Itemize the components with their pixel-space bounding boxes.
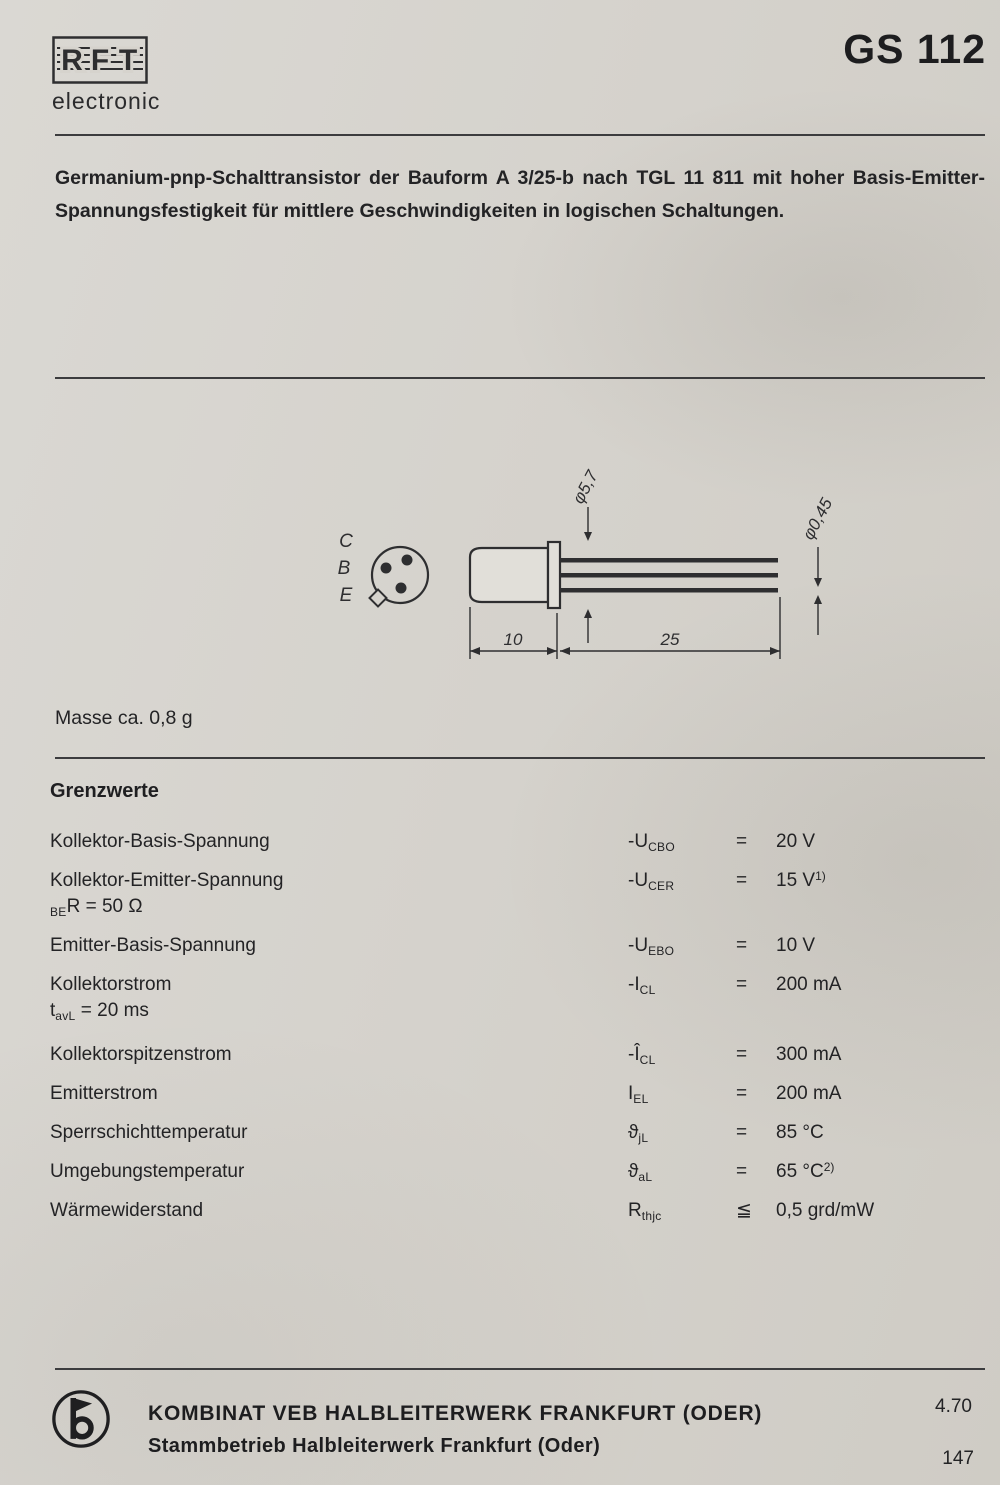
condition-subscript: BE <box>50 905 67 919</box>
value-text: 15 V <box>776 870 816 891</box>
package-drawing <box>280 455 880 685</box>
lead <box>560 558 778 563</box>
value-text: 65 °C <box>776 1161 824 1182</box>
limit-value <box>776 1195 874 1222</box>
symbol-main: R <box>628 1200 642 1221</box>
footnote-marker: 1) <box>815 869 826 883</box>
limit-value <box>776 1039 841 1066</box>
limit-label: Kollektor-Basis-Spannung <box>50 831 270 852</box>
rft-logo-letters <box>61 44 137 77</box>
limit-row <box>50 1117 955 1149</box>
limit-label: Kollektorspitzenstrom <box>50 1044 232 1065</box>
symbol-main: -U <box>628 831 649 852</box>
symbol-subscript: CL <box>639 983 656 997</box>
symbol-subscript: jL <box>638 1131 649 1145</box>
company-name: KOMBINAT VEB HALBLEITERWERK FRANKFURT (ODER) <box>148 1402 763 1425</box>
symbol-subscript: aL <box>638 1170 653 1184</box>
flange <box>548 542 560 608</box>
limit-value <box>776 930 815 957</box>
rft-letter-f: F <box>90 44 110 77</box>
footer-logo <box>50 1388 112 1450</box>
symbol-main: -U <box>628 870 649 891</box>
symbol-subscript: CL <box>639 1053 656 1067</box>
label-text: Kollektor-Emitter-Spannung <box>50 870 284 891</box>
limit-value <box>776 969 841 996</box>
pin-dot <box>381 563 392 574</box>
limit-row <box>50 1078 955 1110</box>
limits-table <box>50 826 955 1234</box>
page-number: 147 <box>942 1448 974 1469</box>
limit-symbol <box>628 1161 736 1188</box>
limit-row <box>50 1039 955 1071</box>
pin-label-c: C <box>339 531 353 552</box>
limit-relation: = <box>736 831 748 852</box>
limit-relation: = <box>736 1122 748 1143</box>
mass-note: Masse ca. 0,8 g <box>55 707 193 729</box>
footer-logo-flag <box>73 1398 92 1412</box>
symbol-main: -U <box>628 935 649 956</box>
dim-lead-length: 25 <box>660 630 680 649</box>
pin-label-e: E <box>339 585 353 606</box>
limit-relation: = <box>736 1083 748 1104</box>
symbol-main: -I <box>628 974 640 995</box>
limit-relation: = <box>736 974 748 995</box>
limit-relation: = <box>736 1161 748 1182</box>
pin-labels <box>338 531 353 606</box>
limit-value <box>776 865 826 892</box>
limit-symbol <box>628 974 736 1001</box>
pin-dot <box>402 555 413 566</box>
condition-post: R = 50 Ω <box>66 896 143 917</box>
lead <box>560 573 778 578</box>
symbol-subscript: thjc <box>641 1209 662 1223</box>
limit-row <box>50 826 955 858</box>
limit-label: Wärmewiderstand <box>50 1200 204 1221</box>
part-number: GS 112 <box>843 26 986 72</box>
logo-subtitle: electronic <box>52 88 161 114</box>
company-block <box>148 1402 762 1458</box>
limit-value <box>776 1078 841 1105</box>
transistor-body <box>470 548 548 602</box>
limit-condition <box>50 1000 628 1027</box>
value-text: 20 V <box>776 831 816 852</box>
rft-letter-r: R <box>61 44 83 77</box>
limit-label: Emitter-Basis-Spannung <box>50 935 256 956</box>
symbol-main: ϑ <box>628 1161 639 1182</box>
symbol-subscript: EL <box>633 1092 649 1106</box>
limits-heading: Grenzwerte <box>50 780 159 802</box>
limit-value <box>776 1117 824 1144</box>
divider-drawing-top <box>55 377 985 379</box>
limit-row <box>50 1156 955 1188</box>
limit-relation: = <box>736 935 748 956</box>
dim-lead-diameter: φ0,45 <box>798 494 837 543</box>
limit-relation: ≦ <box>736 1200 752 1221</box>
rft-logo <box>52 36 148 84</box>
limit-row <box>50 1195 955 1227</box>
rft-letter-t: T <box>118 44 138 77</box>
symbol-subscript: CBO <box>648 840 675 854</box>
pin-dot <box>396 583 407 594</box>
limit-label <box>50 974 628 1027</box>
company-subname: Stammbetrieb Halbleiterwerk Frankfurt (Oder) <box>148 1435 601 1457</box>
symbol-main: I <box>628 1083 634 1104</box>
limit-symbol <box>628 1122 736 1149</box>
index-tab <box>370 590 387 607</box>
limit-row <box>50 865 955 923</box>
divider-limits-top <box>55 757 985 759</box>
symbol-subscript: CER <box>648 879 675 893</box>
symbol-subscript: EBO <box>648 944 675 958</box>
limit-label: Emitterstrom <box>50 1083 158 1104</box>
limit-relation: = <box>736 870 748 891</box>
label-text: Kollektorstrom <box>50 974 172 995</box>
pin-label-b: B <box>337 558 351 579</box>
value-text: 10 V <box>776 935 816 956</box>
limit-row <box>50 930 955 962</box>
limit-symbol <box>628 1044 736 1071</box>
dim-flange-diameter: φ5,7 <box>568 467 602 507</box>
symbol-main: -Î <box>628 1044 640 1065</box>
pinout-view <box>338 531 428 606</box>
lead <box>560 588 778 593</box>
value-text: 200 mA <box>776 974 842 995</box>
limit-condition <box>50 896 628 923</box>
symbol-main: ϑ <box>628 1122 639 1143</box>
divider-top <box>55 134 985 136</box>
condition-post: = 20 ms <box>75 1000 149 1021</box>
limit-symbol <box>628 870 736 897</box>
limit-symbol <box>628 935 736 962</box>
limit-symbol <box>628 831 736 858</box>
description-paragraph: Germanium-pnp-Schalttransistor der Bauform A 3/25-b nach TGL 11 811 mit hoher Basis-Emitter-Spannungsfestigkeit für mittlere Geschwindigkeiten in logischen Schaltungen. <box>55 167 985 222</box>
divider-footer <box>55 1368 985 1370</box>
value-text: 300 mA <box>776 1044 842 1065</box>
dim-body-length: 10 <box>503 630 523 649</box>
footer-logo-bowl <box>73 1419 91 1437</box>
value-text: 200 mA <box>776 1083 842 1104</box>
value-text: 0,5 grd/mW <box>776 1200 875 1221</box>
condition-pre: t <box>50 1000 56 1021</box>
condition-subscript: avL <box>55 1009 76 1023</box>
limit-value <box>776 1156 834 1183</box>
value-text: 85 °C <box>776 1122 824 1143</box>
limit-symbol <box>628 1083 736 1110</box>
limit-label: Sperrschichttemperatur <box>50 1122 248 1143</box>
limit-row <box>50 969 955 1027</box>
limit-label <box>50 870 628 923</box>
issue-date: 4.70 <box>935 1396 972 1417</box>
limit-value <box>776 826 815 853</box>
limit-relation: = <box>736 1044 748 1065</box>
footnote-marker: 2) <box>823 1160 835 1174</box>
limit-symbol <box>628 1200 736 1227</box>
limit-label: Umgebungstemperatur <box>50 1161 245 1182</box>
side-view <box>470 542 778 608</box>
